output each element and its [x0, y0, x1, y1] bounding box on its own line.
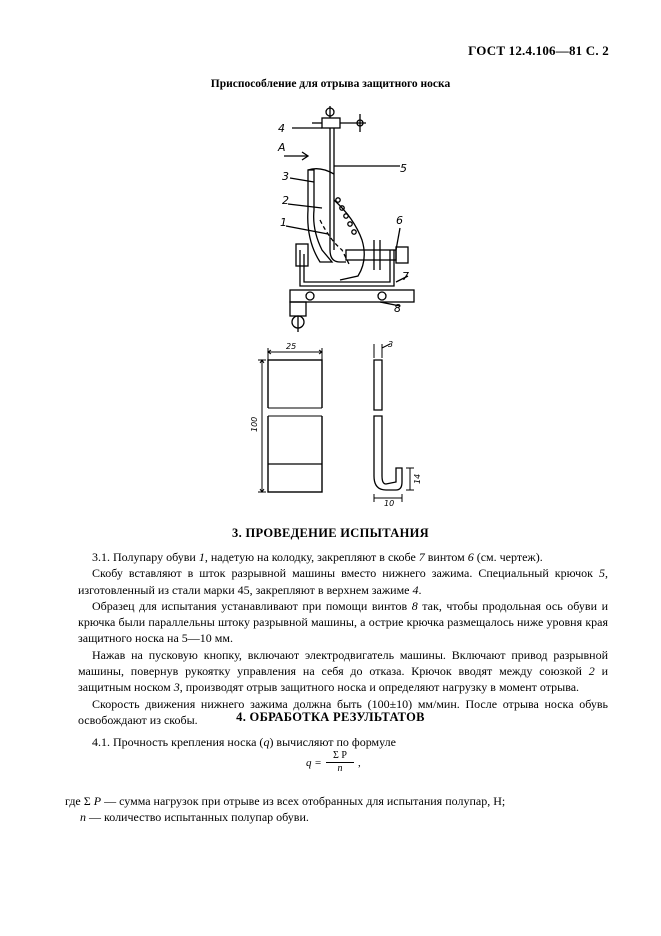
label-6: 6	[396, 214, 403, 227]
label-1: 1	[280, 216, 287, 229]
label-4: 4	[278, 122, 285, 135]
dim-hook-width: 10	[384, 499, 395, 506]
dim-height: 100	[250, 416, 259, 432]
formula: q = $\frac{\text{Σ P}}{n}$ ,	[306, 750, 361, 774]
section-3-body	[78, 549, 608, 728]
apparatus-drawing	[250, 100, 450, 340]
paragraph-4-1: 4.1. Прочность крепления носка (q) вычисляют по формуле	[92, 735, 396, 749]
legend-n: n — количество испытанных полупар обуви.	[80, 810, 309, 825]
label-view-a: А	[278, 141, 286, 154]
dim-hook-height: 14	[413, 473, 422, 484]
formula-legend	[65, 793, 625, 826]
sample-side-drawing	[350, 336, 430, 506]
label-5: 5	[400, 162, 407, 175]
dim-thickness: 3	[388, 340, 394, 349]
section-3-title: 3. ПРОВЕДЕНИЕ ИСПЫТАНИЯ	[232, 526, 429, 540]
label-8: 8	[394, 302, 401, 315]
page-header: ГОСТ 12.4.106—81 С. 2	[468, 43, 609, 58]
paragraph-3-4: Нажав на пусковую кнопку, включают электродвигатель машины. Включают привод разрывной машины, повернув рукоятку управления на себя до отказа. Крючок вводят между союзкой 2 и защитным носком 3, производят отрыв защитного носка и определяют нагрузку в момент отрыва.	[78, 647, 608, 695]
paragraph-3-2: Скобу вставляют в шток разрывной машины вместо нижнего зажима. Специальный крючок 5, изготовленный из стали марки 45, закрепляют в верхнем зажиме 4.	[78, 566, 608, 597]
label-3: 3	[282, 170, 289, 183]
label-7: 7	[402, 270, 409, 283]
paragraph-3-1: 3.1. Полупару обуви 1, надетую на колодку, закрепляют в скобе 7 винтом 6 (см. чертеж).	[92, 550, 543, 564]
figure-title: Приспособление для отрыва защитного носка	[210, 78, 451, 90]
paragraph-3-3: Образец для испытания устанавливают при помощи винтов 8 так, чтобы продольная ось обуви и крючка были параллельны штоку разрывной машины, а острие крючка размещалось ниже уровня края защитного носка на 5—10 мм.	[78, 598, 609, 646]
label-2: 2	[282, 194, 289, 207]
section-4-title: 4. ОБРАБОТКА РЕЗУЛЬТАТОВ	[236, 710, 425, 724]
legend-sum-p: где Σ P — сумма нагрузок при отрыве из всех отобранных для испытания полупар, Н;	[65, 794, 506, 808]
dim-width: 25	[286, 342, 297, 351]
paragraph-3-5: Скорость движения нижнего зажима должна быть (100±10) мм/мин. После отрыва носка обувь освобождают из скобы.	[78, 696, 608, 727]
sample-front-drawing	[240, 340, 340, 500]
